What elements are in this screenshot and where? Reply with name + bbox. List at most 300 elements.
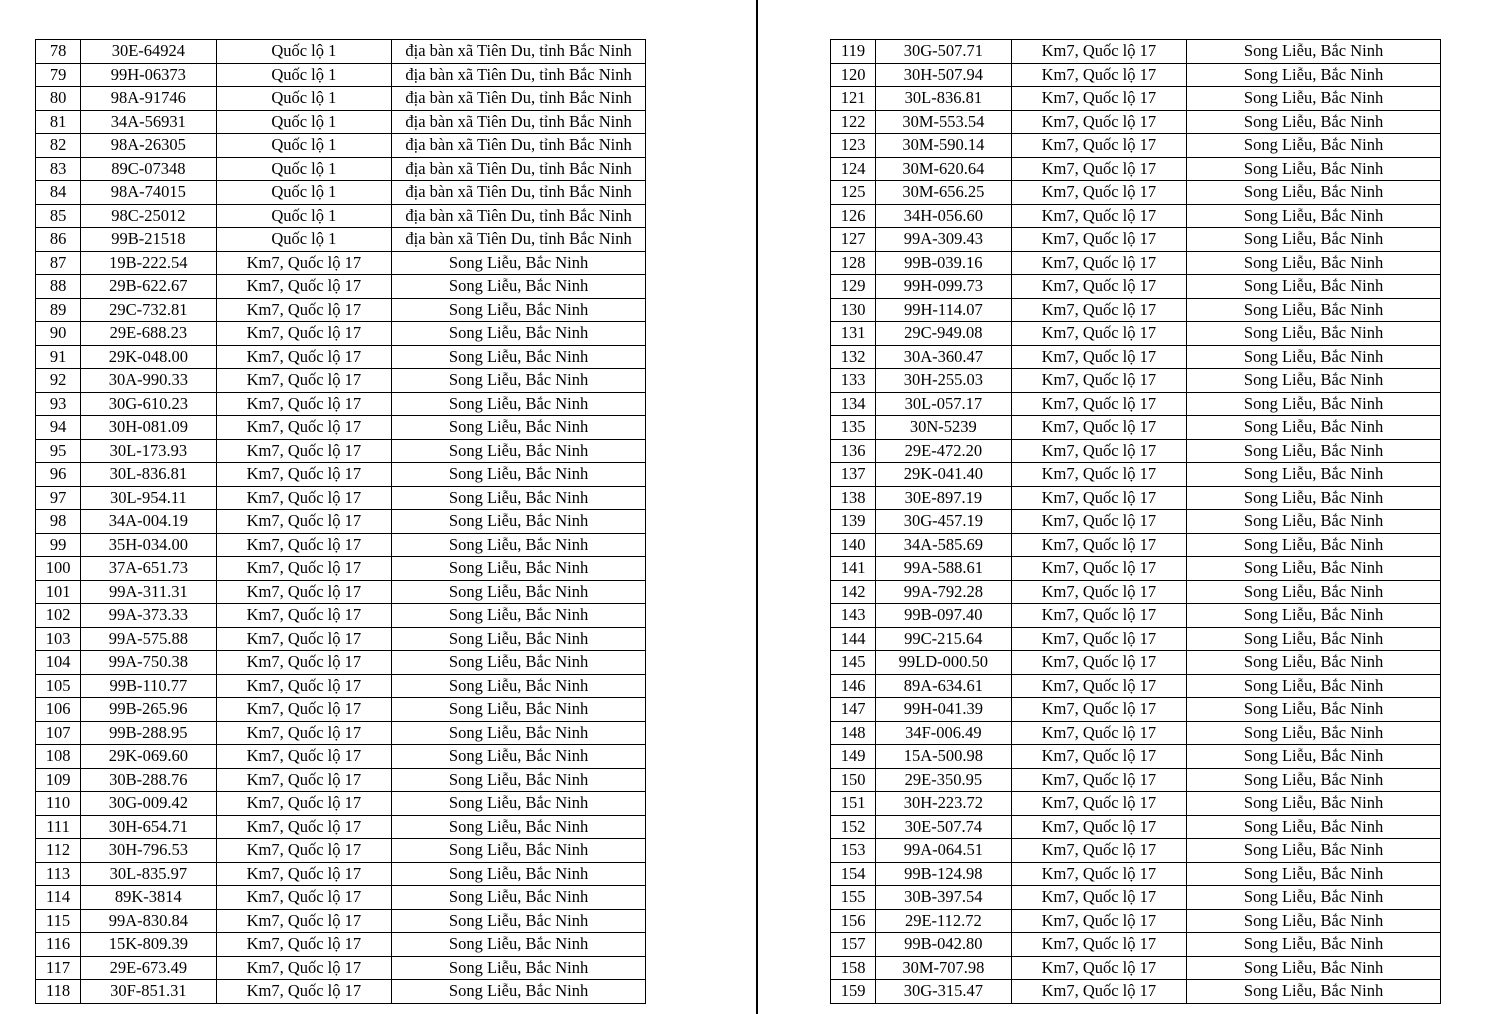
- table-row: [36, 251, 646, 275]
- row-number-cell: 145: [831, 651, 876, 675]
- license-plate-cell: 29E-112.72: [876, 909, 1011, 933]
- row-number-cell: 115: [36, 909, 81, 933]
- row-number-cell: 101: [36, 580, 81, 604]
- license-plate-cell: 30N-5239: [876, 416, 1011, 440]
- row-number-cell: 105: [36, 674, 81, 698]
- place-cell: Song Liễu, Bắc Ninh: [392, 909, 646, 933]
- table-row: [831, 674, 1441, 698]
- place-cell: Song Liễu, Bắc Ninh: [1187, 604, 1441, 628]
- road-location-cell: Km7, Quốc lộ 17: [216, 909, 392, 933]
- road-location-cell: Km7, Quốc lộ 17: [1011, 298, 1187, 322]
- table-row: [36, 980, 646, 1004]
- road-location-cell: Km7, Quốc lộ 17: [1011, 698, 1187, 722]
- place-cell: Song Liễu, Bắc Ninh: [1187, 980, 1441, 1004]
- row-number-cell: 153: [831, 839, 876, 863]
- road-location-cell: Km7, Quốc lộ 17: [216, 439, 392, 463]
- license-plate-cell: 99B-288.95: [81, 721, 216, 745]
- place-cell: Song Liễu, Bắc Ninh: [1187, 439, 1441, 463]
- road-location-cell: Km7, Quốc lộ 17: [1011, 345, 1187, 369]
- table-row: [36, 557, 646, 581]
- table-row: [36, 416, 646, 440]
- row-number-cell: 98: [36, 510, 81, 534]
- license-plate-cell: 30G-009.42: [81, 792, 216, 816]
- license-plate-cell: 30H-654.71: [81, 815, 216, 839]
- table-row: [36, 134, 646, 158]
- row-number-cell: 100: [36, 557, 81, 581]
- road-location-cell: Km7, Quốc lộ 17: [1011, 40, 1187, 64]
- place-cell: Song Liễu, Bắc Ninh: [1187, 627, 1441, 651]
- road-location-cell: Km7, Quốc lộ 17: [1011, 674, 1187, 698]
- table-row: [36, 909, 646, 933]
- road-location-cell: Km7, Quốc lộ 17: [216, 627, 392, 651]
- road-location-cell: Km7, Quốc lộ 17: [1011, 815, 1187, 839]
- table-row: [36, 886, 646, 910]
- license-plate-cell: 34A-56931: [81, 110, 216, 134]
- license-plate-cell: 30M-656.25: [876, 181, 1011, 205]
- place-cell: Song Liễu, Bắc Ninh: [1187, 721, 1441, 745]
- table-row: [36, 87, 646, 111]
- place-cell: Song Liễu, Bắc Ninh: [1187, 228, 1441, 252]
- row-number-cell: 150: [831, 768, 876, 792]
- violation-table-right: [830, 39, 1441, 1004]
- road-location-cell: Km7, Quốc lộ 17: [1011, 463, 1187, 487]
- road-location-cell: Km7, Quốc lộ 17: [216, 392, 392, 416]
- license-plate-cell: 30E-64924: [81, 40, 216, 64]
- road-location-cell: Km7, Quốc lộ 17: [1011, 980, 1187, 1004]
- table-row: [36, 439, 646, 463]
- row-number-cell: 118: [36, 980, 81, 1004]
- row-number-cell: 106: [36, 698, 81, 722]
- row-number-cell: 79: [36, 63, 81, 87]
- row-number-cell: 142: [831, 580, 876, 604]
- table-row: [36, 745, 646, 769]
- table-row: [36, 322, 646, 346]
- row-number-cell: 128: [831, 251, 876, 275]
- place-cell: Song Liễu, Bắc Ninh: [392, 604, 646, 628]
- license-plate-cell: 34A-585.69: [876, 533, 1011, 557]
- table-row: [831, 87, 1441, 111]
- road-location-cell: Km7, Quốc lộ 17: [216, 698, 392, 722]
- place-cell: Song Liễu, Bắc Ninh: [392, 580, 646, 604]
- license-plate-cell: 99A-750.38: [81, 651, 216, 675]
- place-cell: Song Liễu, Bắc Ninh: [392, 839, 646, 863]
- license-plate-cell: 30G-457.19: [876, 510, 1011, 534]
- license-plate-cell: 29E-350.95: [876, 768, 1011, 792]
- license-plate-cell: 29K-048.00: [81, 345, 216, 369]
- table-row: [831, 792, 1441, 816]
- table-row: [831, 463, 1441, 487]
- place-cell: Song Liễu, Bắc Ninh: [392, 862, 646, 886]
- place-cell: Song Liễu, Bắc Ninh: [1187, 110, 1441, 134]
- road-location-cell: Km7, Quốc lộ 17: [216, 815, 392, 839]
- license-plate-cell: 30G-315.47: [876, 980, 1011, 1004]
- license-plate-cell: 30H-081.09: [81, 416, 216, 440]
- road-location-cell: Km7, Quốc lộ 17: [1011, 839, 1187, 863]
- place-cell: Song Liễu, Bắc Ninh: [392, 463, 646, 487]
- table-row: [36, 580, 646, 604]
- road-location-cell: Km7, Quốc lộ 17: [216, 463, 392, 487]
- place-cell: Song Liễu, Bắc Ninh: [1187, 745, 1441, 769]
- place-cell: Song Liễu, Bắc Ninh: [392, 745, 646, 769]
- table-row: [36, 157, 646, 181]
- license-plate-cell: 29E-688.23: [81, 322, 216, 346]
- table-row: [831, 181, 1441, 205]
- place-cell: địa bàn xã Tiên Du, tỉnh Bắc Ninh: [392, 228, 646, 252]
- row-number-cell: 104: [36, 651, 81, 675]
- road-location-cell: Km7, Quốc lộ 17: [1011, 768, 1187, 792]
- license-plate-cell: 99A-309.43: [876, 228, 1011, 252]
- license-plate-cell: 99H-114.07: [876, 298, 1011, 322]
- table-row: [36, 839, 646, 863]
- page-divider: [756, 0, 758, 1014]
- table-row: [831, 980, 1441, 1004]
- road-location-cell: Quốc lộ 1: [216, 181, 392, 205]
- road-location-cell: Km7, Quốc lộ 17: [216, 721, 392, 745]
- row-number-cell: 137: [831, 463, 876, 487]
- place-cell: Song Liễu, Bắc Ninh: [392, 298, 646, 322]
- row-number-cell: 112: [36, 839, 81, 863]
- road-location-cell: Km7, Quốc lộ 17: [1011, 580, 1187, 604]
- place-cell: Song Liễu, Bắc Ninh: [392, 533, 646, 557]
- road-location-cell: Km7, Quốc lộ 17: [1011, 533, 1187, 557]
- place-cell: địa bàn xã Tiên Du, tỉnh Bắc Ninh: [392, 204, 646, 228]
- license-plate-cell: 29K-069.60: [81, 745, 216, 769]
- license-plate-cell: 99LD-000.50: [876, 651, 1011, 675]
- row-number-cell: 82: [36, 134, 81, 158]
- row-number-cell: 83: [36, 157, 81, 181]
- license-plate-cell: 99A-792.28: [876, 580, 1011, 604]
- license-plate-cell: 99B-097.40: [876, 604, 1011, 628]
- row-number-cell: 143: [831, 604, 876, 628]
- road-location-cell: Km7, Quốc lộ 17: [1011, 439, 1187, 463]
- table-row: [831, 886, 1441, 910]
- row-number-cell: 78: [36, 40, 81, 64]
- place-cell: Song Liễu, Bắc Ninh: [392, 651, 646, 675]
- table-row: [831, 698, 1441, 722]
- table-row: [831, 651, 1441, 675]
- place-cell: Song Liễu, Bắc Ninh: [1187, 63, 1441, 87]
- table-row: [831, 486, 1441, 510]
- license-plate-cell: 30L-836.81: [81, 463, 216, 487]
- table-row: [831, 604, 1441, 628]
- place-cell: Song Liễu, Bắc Ninh: [1187, 698, 1441, 722]
- table-row: [36, 110, 646, 134]
- table-row: [36, 463, 646, 487]
- place-cell: Song Liễu, Bắc Ninh: [1187, 181, 1441, 205]
- road-location-cell: Km7, Quốc lộ 17: [1011, 721, 1187, 745]
- place-cell: Song Liễu, Bắc Ninh: [392, 627, 646, 651]
- table-row: [36, 40, 646, 64]
- table-body-right: [831, 40, 1441, 1004]
- place-cell: Song Liễu, Bắc Ninh: [392, 416, 646, 440]
- table-row: [36, 486, 646, 510]
- license-plate-cell: 30E-507.74: [876, 815, 1011, 839]
- road-location-cell: Km7, Quốc lộ 17: [1011, 87, 1187, 111]
- road-location-cell: Km7, Quốc lộ 17: [216, 557, 392, 581]
- table-row: [831, 956, 1441, 980]
- table-row: [831, 251, 1441, 275]
- table-row: [831, 157, 1441, 181]
- place-cell: Song Liễu, Bắc Ninh: [392, 886, 646, 910]
- road-location-cell: Km7, Quốc lộ 17: [1011, 322, 1187, 346]
- table-body-left: [36, 40, 646, 1004]
- license-plate-cell: 99B-039.16: [876, 251, 1011, 275]
- license-plate-cell: 30A-990.33: [81, 369, 216, 393]
- table-row: [831, 322, 1441, 346]
- license-plate-cell: 99C-215.64: [876, 627, 1011, 651]
- row-number-cell: 117: [36, 956, 81, 980]
- row-number-cell: 119: [831, 40, 876, 64]
- road-location-cell: Km7, Quốc lộ 17: [1011, 275, 1187, 299]
- road-location-cell: Km7, Quốc lộ 17: [216, 369, 392, 393]
- license-plate-cell: 99A-064.51: [876, 839, 1011, 863]
- place-cell: Song Liễu, Bắc Ninh: [1187, 792, 1441, 816]
- table-row: [36, 345, 646, 369]
- place-cell: Song Liễu, Bắc Ninh: [1187, 580, 1441, 604]
- license-plate-cell: 34A-004.19: [81, 510, 216, 534]
- row-number-cell: 124: [831, 157, 876, 181]
- table-row: [831, 40, 1441, 64]
- row-number-cell: 158: [831, 956, 876, 980]
- license-plate-cell: 99B-21518: [81, 228, 216, 252]
- row-number-cell: 140: [831, 533, 876, 557]
- license-plate-cell: 30H-507.94: [876, 63, 1011, 87]
- place-cell: Song Liễu, Bắc Ninh: [1187, 533, 1441, 557]
- road-location-cell: Km7, Quốc lộ 17: [1011, 251, 1187, 275]
- place-cell: Song Liễu, Bắc Ninh: [392, 980, 646, 1004]
- license-plate-cell: 30B-397.54: [876, 886, 1011, 910]
- license-plate-cell: 99B-124.98: [876, 862, 1011, 886]
- license-plate-cell: 30H-223.72: [876, 792, 1011, 816]
- road-location-cell: Km7, Quốc lộ 17: [216, 486, 392, 510]
- row-number-cell: 113: [36, 862, 81, 886]
- table-row: [36, 510, 646, 534]
- table-row: [831, 228, 1441, 252]
- place-cell: địa bàn xã Tiên Du, tỉnh Bắc Ninh: [392, 63, 646, 87]
- place-cell: Song Liễu, Bắc Ninh: [1187, 157, 1441, 181]
- table-row: [36, 63, 646, 87]
- table-row: [831, 439, 1441, 463]
- table-row: [36, 862, 646, 886]
- road-location-cell: Km7, Quốc lộ 17: [216, 533, 392, 557]
- place-cell: Song Liễu, Bắc Ninh: [392, 486, 646, 510]
- row-number-cell: 139: [831, 510, 876, 534]
- place-cell: Song Liễu, Bắc Ninh: [1187, 416, 1441, 440]
- license-plate-cell: 98A-91746: [81, 87, 216, 111]
- license-plate-cell: 29E-673.49: [81, 956, 216, 980]
- place-cell: Song Liễu, Bắc Ninh: [392, 322, 646, 346]
- road-location-cell: Km7, Quốc lộ 17: [1011, 933, 1187, 957]
- table-row: [36, 956, 646, 980]
- road-location-cell: Km7, Quốc lộ 17: [216, 956, 392, 980]
- place-cell: địa bàn xã Tiên Du, tỉnh Bắc Ninh: [392, 157, 646, 181]
- place-cell: Song Liễu, Bắc Ninh: [1187, 275, 1441, 299]
- license-plate-cell: 15A-500.98: [876, 745, 1011, 769]
- road-location-cell: Km7, Quốc lộ 17: [216, 674, 392, 698]
- table-row: [36, 228, 646, 252]
- row-number-cell: 129: [831, 275, 876, 299]
- place-cell: Song Liễu, Bắc Ninh: [1187, 134, 1441, 158]
- license-plate-cell: 15K-809.39: [81, 933, 216, 957]
- license-plate-cell: 99B-110.77: [81, 674, 216, 698]
- table-row: [831, 557, 1441, 581]
- road-location-cell: Km7, Quốc lộ 17: [216, 745, 392, 769]
- row-number-cell: 96: [36, 463, 81, 487]
- license-plate-cell: 30A-360.47: [876, 345, 1011, 369]
- row-number-cell: 116: [36, 933, 81, 957]
- row-number-cell: 108: [36, 745, 81, 769]
- row-number-cell: 144: [831, 627, 876, 651]
- road-location-cell: Km7, Quốc lộ 17: [216, 933, 392, 957]
- place-cell: Song Liễu, Bắc Ninh: [1187, 204, 1441, 228]
- row-number-cell: 86: [36, 228, 81, 252]
- license-plate-cell: 35H-034.00: [81, 533, 216, 557]
- row-number-cell: 134: [831, 392, 876, 416]
- place-cell: địa bàn xã Tiên Du, tỉnh Bắc Ninh: [392, 87, 646, 111]
- license-plate-cell: 89A-634.61: [876, 674, 1011, 698]
- row-number-cell: 89: [36, 298, 81, 322]
- table-row: [36, 815, 646, 839]
- place-cell: địa bàn xã Tiên Du, tỉnh Bắc Ninh: [392, 134, 646, 158]
- place-cell: Song Liễu, Bắc Ninh: [392, 251, 646, 275]
- license-plate-cell: 30L-173.93: [81, 439, 216, 463]
- license-plate-cell: 98A-74015: [81, 181, 216, 205]
- license-plate-cell: 99H-041.39: [876, 698, 1011, 722]
- place-cell: địa bàn xã Tiên Du, tỉnh Bắc Ninh: [392, 110, 646, 134]
- place-cell: Song Liễu, Bắc Ninh: [392, 674, 646, 698]
- road-location-cell: Km7, Quốc lộ 17: [216, 886, 392, 910]
- row-number-cell: 148: [831, 721, 876, 745]
- place-cell: Song Liễu, Bắc Ninh: [1187, 862, 1441, 886]
- place-cell: Song Liễu, Bắc Ninh: [1187, 369, 1441, 393]
- row-number-cell: 121: [831, 87, 876, 111]
- table-row: [831, 721, 1441, 745]
- table-row: [36, 204, 646, 228]
- license-plate-cell: 89C-07348: [81, 157, 216, 181]
- road-location-cell: Km7, Quốc lộ 17: [216, 651, 392, 675]
- place-cell: Song Liễu, Bắc Ninh: [392, 792, 646, 816]
- table-row: [831, 369, 1441, 393]
- row-number-cell: 155: [831, 886, 876, 910]
- row-number-cell: 126: [831, 204, 876, 228]
- table-row: [831, 392, 1441, 416]
- license-plate-cell: 30H-796.53: [81, 839, 216, 863]
- place-cell: Song Liễu, Bắc Ninh: [1187, 768, 1441, 792]
- table-row: [831, 298, 1441, 322]
- license-plate-cell: 34H-056.60: [876, 204, 1011, 228]
- table-row: [831, 627, 1441, 651]
- place-cell: Song Liễu, Bắc Ninh: [1187, 909, 1441, 933]
- license-plate-cell: 30E-897.19: [876, 486, 1011, 510]
- row-number-cell: 114: [36, 886, 81, 910]
- road-location-cell: Km7, Quốc lộ 17: [1011, 228, 1187, 252]
- road-location-cell: Quốc lộ 1: [216, 40, 392, 64]
- license-plate-cell: 98C-25012: [81, 204, 216, 228]
- road-location-cell: Km7, Quốc lộ 17: [216, 251, 392, 275]
- row-number-cell: 103: [36, 627, 81, 651]
- road-location-cell: Km7, Quốc lộ 17: [1011, 134, 1187, 158]
- place-cell: Song Liễu, Bắc Ninh: [1187, 392, 1441, 416]
- road-location-cell: Km7, Quốc lộ 17: [216, 839, 392, 863]
- license-plate-cell: 89K-3814: [81, 886, 216, 910]
- place-cell: Song Liễu, Bắc Ninh: [1187, 463, 1441, 487]
- table-row: [36, 604, 646, 628]
- row-number-cell: 99: [36, 533, 81, 557]
- place-cell: Song Liễu, Bắc Ninh: [1187, 674, 1441, 698]
- road-location-cell: Km7, Quốc lộ 17: [1011, 510, 1187, 534]
- table-row: [36, 392, 646, 416]
- place-cell: Song Liễu, Bắc Ninh: [1187, 956, 1441, 980]
- row-number-cell: 130: [831, 298, 876, 322]
- road-location-cell: Quốc lộ 1: [216, 157, 392, 181]
- table-row: [831, 134, 1441, 158]
- license-plate-cell: 99A-311.31: [81, 580, 216, 604]
- place-cell: Song Liễu, Bắc Ninh: [392, 698, 646, 722]
- table-row: [831, 745, 1441, 769]
- table-row: [831, 63, 1441, 87]
- place-cell: Song Liễu, Bắc Ninh: [1187, 933, 1441, 957]
- place-cell: Song Liễu, Bắc Ninh: [1187, 815, 1441, 839]
- table-row: [831, 275, 1441, 299]
- place-cell: Song Liễu, Bắc Ninh: [392, 345, 646, 369]
- place-cell: Song Liễu, Bắc Ninh: [392, 768, 646, 792]
- license-plate-cell: 30M-553.54: [876, 110, 1011, 134]
- road-location-cell: Km7, Quốc lộ 17: [1011, 792, 1187, 816]
- license-plate-cell: 29C-949.08: [876, 322, 1011, 346]
- license-plate-cell: 30G-610.23: [81, 392, 216, 416]
- row-number-cell: 110: [36, 792, 81, 816]
- row-number-cell: 95: [36, 439, 81, 463]
- table-row: [36, 698, 646, 722]
- road-location-cell: Km7, Quốc lộ 17: [216, 580, 392, 604]
- table-row: [831, 204, 1441, 228]
- row-number-cell: 109: [36, 768, 81, 792]
- row-number-cell: 159: [831, 980, 876, 1004]
- table-row: [36, 298, 646, 322]
- row-number-cell: 154: [831, 862, 876, 886]
- road-location-cell: Quốc lộ 1: [216, 204, 392, 228]
- road-location-cell: Km7, Quốc lộ 17: [216, 792, 392, 816]
- place-cell: Song Liễu, Bắc Ninh: [1187, 886, 1441, 910]
- place-cell: Song Liễu, Bắc Ninh: [392, 392, 646, 416]
- row-number-cell: 156: [831, 909, 876, 933]
- road-location-cell: Quốc lộ 1: [216, 110, 392, 134]
- violation-table-left: [35, 39, 646, 1004]
- place-cell: Song Liễu, Bắc Ninh: [1187, 345, 1441, 369]
- row-number-cell: 85: [36, 204, 81, 228]
- place-cell: Song Liễu, Bắc Ninh: [1187, 486, 1441, 510]
- road-location-cell: Km7, Quốc lộ 17: [1011, 862, 1187, 886]
- road-location-cell: Km7, Quốc lộ 17: [216, 510, 392, 534]
- row-number-cell: 107: [36, 721, 81, 745]
- table-row: [831, 510, 1441, 534]
- table-row: [36, 651, 646, 675]
- road-location-cell: Km7, Quốc lộ 17: [1011, 745, 1187, 769]
- road-location-cell: Quốc lộ 1: [216, 134, 392, 158]
- row-number-cell: 97: [36, 486, 81, 510]
- row-number-cell: 157: [831, 933, 876, 957]
- row-number-cell: 125: [831, 181, 876, 205]
- row-number-cell: 127: [831, 228, 876, 252]
- road-location-cell: Km7, Quốc lộ 17: [1011, 63, 1187, 87]
- place-cell: Song Liễu, Bắc Ninh: [1187, 651, 1441, 675]
- table-row: [36, 627, 646, 651]
- row-number-cell: 146: [831, 674, 876, 698]
- table-row: [831, 839, 1441, 863]
- road-location-cell: Km7, Quốc lộ 17: [216, 345, 392, 369]
- row-number-cell: 133: [831, 369, 876, 393]
- road-location-cell: Km7, Quốc lộ 17: [1011, 110, 1187, 134]
